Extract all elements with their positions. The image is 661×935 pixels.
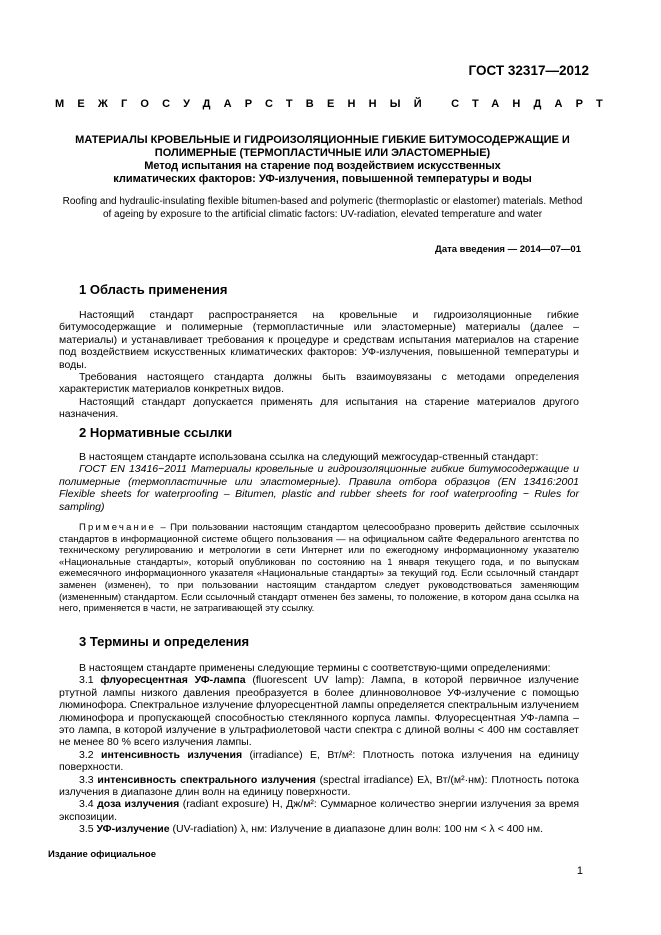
section-1-paragraph-3: Настоящий стандарт допускается применять для испытания на старение материалов другого назначения. [59, 395, 579, 421]
term-3-4: 3.4 доза излучения (radiant exposure) H, Дж/м²: Суммарное количество энергии излучения за время экспозиции. [59, 798, 580, 823]
section-2-body [59, 451, 579, 513]
term-3-1-name: флуоресцентная УФ-лампа [100, 674, 246, 687]
title-line-2: ПОЛИМЕРНЫЕ (ТЕРМОПЛАСТИЧНЫЕ ИЛИ ЭЛАСТОМЕРНЫЕ) [154, 147, 491, 159]
term-3-2: 3.2 интенсивность излучения (irradiance) E, Вт/м²: Плотность потока излучения на единицу поверхности. [59, 748, 579, 774]
introduction-date: Дата введения — 2014—07—01 [435, 244, 581, 255]
section-2-paragraph-1: В настоящем стандарте использована ссылка на следующий межгосудар-ственный стандарт: [79, 451, 539, 463]
document-title [50, 134, 595, 186]
section-1-paragraph-2: Требования настоящего стандарта должны быть взаимоувязаны с методами определения характеристик материалов конкретных видов. [59, 371, 579, 396]
term-3-2-name: интенсивность излучения [101, 748, 243, 761]
title-line-3: Метод испытания на старение под воздействием искусственных [144, 160, 501, 172]
interstate-standard-label: МЕЖГОСУДАРСТВЕННЫЙ СТАНДАРТ [55, 98, 616, 110]
term-3-3: 3.3 интенсивность спектрального излучения (spectral irradiance) Eλ, Вт/(м²·нм): Плотность потока излучения в диапазоне длин волн на единицу поверхности. [59, 773, 579, 799]
english-title-line-1: Roofing and hydraulic-insulating flexible bitumen-based and polymeric (thermoplastic or elastomer) materials. Method [62, 196, 583, 207]
title-line-4: климатических факторов: УФ-излучения, повышенной температуры и воды [113, 173, 532, 185]
note-text: – При пользовании настоящим стандартом целесообразно проверить действие ссылочных стандартов в информационной системе общего пользования — на официальном сайте Федерального агентства по техническому регулированию и метрологии в сети Интернет или по ежегодному информационному указателю «Национальные стандарты», который опубликован по состоянию на 1 января текущего года, и по выпускам ежемесячного информационного указателя «Национальные стандарты» за текущий год. Если ссылочный стандарт заменен (изменен), то при пользовании настоящим стандартом следует руководствоваться заменяющим (измененным) стандартом. Если ссылочный стандарт отменен без замены, то положение, в котором дана ссылка на него, применяется в части, не затрагивающей эту ссылку. [59, 522, 579, 615]
term-3-1: 3.1 флуоресцентная УФ-лампа (fluorescent UV lamp): Лампа, в которой первичное излучение ртутной лампы низкого давления преобразуется в более длинноволновое УФ-излучение с помощью люминофора. Спектральное излучение флуоресцентной лампы определяется спектральным излучением люминофора и пропускающей способностью стеклянного корпуса лампы. Флуоресцентная УФ-лампа – это лампа, в которой излучение в ультрафиолетовой части спектра с длиной волны < 400 нм составляет не менее 80 % всего излучения лампы. [59, 674, 579, 749]
title-line-1: МАТЕРИАЛЫ КРОВЕЛЬНЫЕ И ГИДРОИЗОЛЯЦИОННЫЕ ГИБКИЕ БИТУМОСОДЕРЖАЩИЕ И [75, 134, 570, 146]
term-3-5: 3.5 УФ-излучение (UV-radiation) λ, нм: Излучение в диапазоне длин волн: 100 нм < λ < 400 нм. [79, 823, 543, 836]
section-3-body [59, 662, 579, 836]
section-3-heading: 3 Термины и определения [79, 634, 250, 649]
term-3-4-name: доза излучения [97, 798, 180, 811]
english-title [50, 196, 595, 221]
section-2-note [59, 522, 579, 615]
section-2-heading: 2 Нормативные ссылки [79, 425, 233, 440]
section-1-body [59, 309, 579, 421]
section-2-reference: ГОСТ EN 13416−2011 Материалы кровельные и гидроизоляционные гибкие битумосодержащие и полимерные (термопластичные или эластомерные). Правила отбора образцов (EN 13416:2001 Flexible sheets for waterproofing – Bitumen, plastic and rubber sheets for roof waterproofing − Rules for sampling) [59, 463, 579, 513]
standard-code: ГОСТ 32317—2012 [468, 63, 589, 78]
section-1-heading: 1 Область применения [79, 282, 228, 297]
term-3-5-name: УФ-излучение [96, 823, 170, 836]
note-label: Примечание [79, 522, 156, 533]
english-title-line-2: of ageing by exposure to the artificial climatic factors: UV-radiation, elevated temperature and water [102, 208, 543, 220]
term-3-3-name: интенсивность спектрального излучения [97, 773, 316, 786]
section-1-paragraph-1: Настоящий стандарт распространяется на кровельные и гидроизоляционные гибкие битумосодержащие и полимерные (термопластичные или эластомерные) материалы (далее – материалы) и устанавливает требования к процедуре и средствам испытания материалов на старение под воздействием искусственных климатических факторов: УФ-излучения, повышенной температуры и воды. [59, 309, 579, 371]
official-edition-label: Издание официальное [48, 849, 156, 860]
section-3-intro: В настоящем стандарте применены следующие термины с соответствую-щими определениями: [79, 662, 551, 674]
page-number: 1 [576, 865, 583, 877]
